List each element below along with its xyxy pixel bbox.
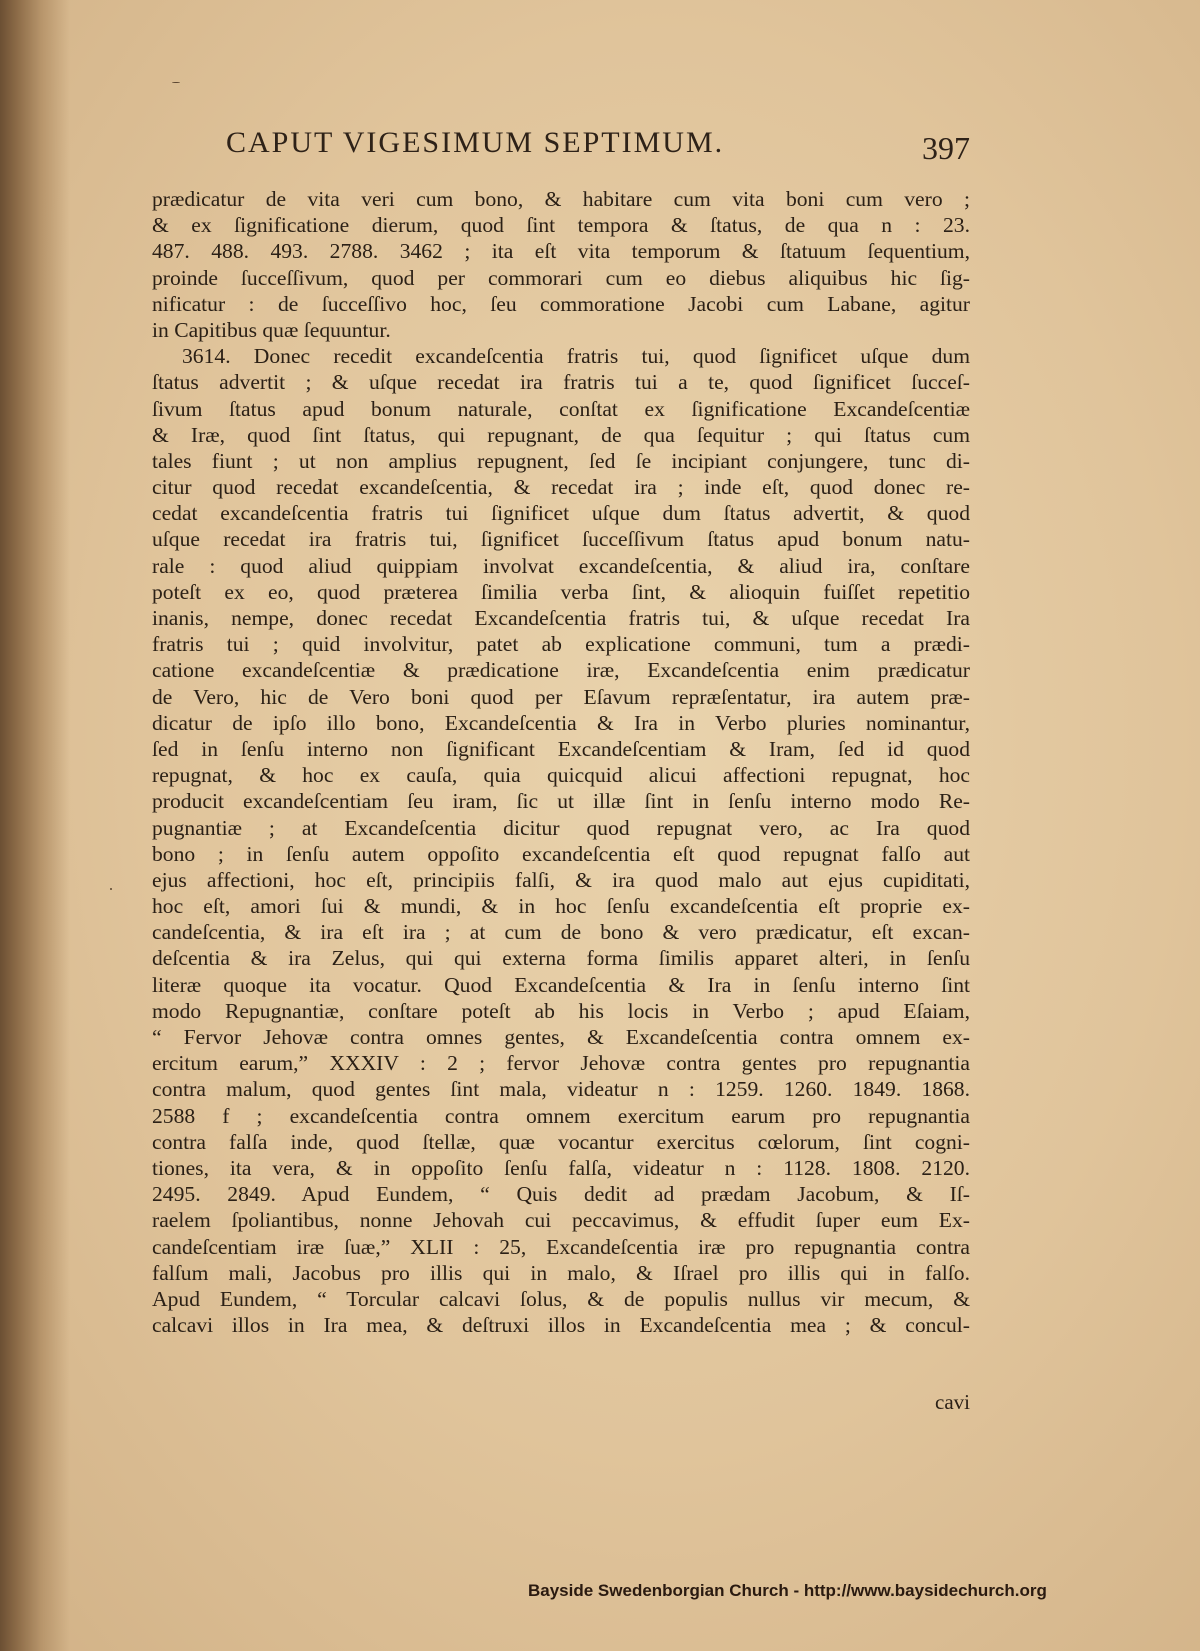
text-line: cedat excandeſcentia fratris tui ſignificet uſque dum ſtatus advertit, & quod [152, 501, 970, 526]
text-line: de Vero, hic de Vero boni quod per Eſavum repræſentatur, ira autem præ- [152, 684, 970, 709]
text-line: citur quod recedat excandeſcentia, & recedat ira ; inde eſt, quod donec re- [152, 475, 970, 500]
text-line: producit excandeſcentiam ſeu iram, ſic ut illæ ſint in ſenſu interno modo Re- [152, 789, 970, 814]
text-line: & Iræ, quod ſint ſtatus, qui repugnant, de qua ſequitur ; qui ſtatus cum [152, 422, 970, 447]
text-line: in Capitibus quæ ſequuntur. [152, 317, 391, 342]
text-line: rale : quod aliud quippiam involvat excandeſcentia, & aliud ira, conſtare [152, 553, 970, 578]
text-line: nificatur : de ſucceſſivo hoc, ſeu commoratione Jacobi cum Labane, agitur [152, 291, 970, 316]
text-line: candeſcentiam iræ ſuæ,” XLII : 25, Excandeſcentia iræ pro repugnantia contra [152, 1234, 970, 1259]
paper-mark [172, 82, 180, 83]
text-line: modo Repugnantiæ, conſtare poteſt ab his locis in Verbo ; apud Eſaiam, [152, 998, 970, 1023]
text-line: tiones, ita vera, & in oppoſito ſenſu falſa, videatur n : 1128. 1808. 2120. [152, 1155, 970, 1180]
text-line: tales fiunt ; ut non amplius repugnent, ſed ſe incipiant conjungere, tunc di- [152, 448, 970, 473]
text-line: 487. 488. 493. 2788. 3462 ; ita eſt vita temporum & ſtatuum ſequentium, [152, 239, 970, 264]
text-line: ejus affectioni, hoc eſt, principiis falſi, & ira quod malo aut ejus cupiditati, [152, 867, 970, 892]
text-line: “ Fervor Jehovæ contra omnes gentes, & Excandeſcentia contra omnem ex- [152, 1025, 970, 1049]
text-line: hoc eſt, amori ſui & mundi, & in hoc ſenſu excandeſcentia eſt proprie ex- [152, 894, 970, 919]
page-number: 397 [922, 130, 970, 166]
text-line: fratris tui ; quid involvitur, patet ab explicatione communi, tum a prædi- [152, 632, 970, 657]
paper-speck [110, 888, 112, 890]
text-line: deſcentia & ira Zelus, qui qui externa forma ſimilis apparet alteri, in ſenſu [152, 946, 970, 971]
text-line: contra malum, quod gentes ſint mala, videatur n : 1259. 1260. 1849. 1868. [152, 1077, 970, 1102]
text-line: dicatur de ipſo illo bono, Excandeſcentia & Ira in Verbo pluries nominantur, [152, 710, 970, 735]
text-line: poteſt ex eo, quod præterea ſimilia verba ſint, & alioquin fuiſſet repetitio [152, 579, 970, 604]
text-line: ſivum ſtatus apud bonum naturale, conſtat ex ſignificatione Excandeſcentiæ [152, 396, 970, 421]
text-line: prædicatur de vita veri cum bono, & habitare cum vita boni cum vero ; [152, 187, 970, 211]
text-line: proinde ſucceſſivum, quod per commorari cum eo diebus aliquibus hic ſig- [152, 265, 970, 290]
text-line: 2495. 2849. Apud Eundem, “ Quis dedit ad prædam Jacobum, & Iſ- [152, 1182, 970, 1207]
catchword: cavi [935, 1390, 970, 1414]
text-line: falſum mali, Jacobus pro illis qui in malo, & Iſrael pro illis qui in falſo. [152, 1260, 970, 1285]
text-line: calcavi illos in Ira mea, & deſtruxi illos in Excandeſcentia mea ; & concul- [152, 1313, 970, 1338]
text-line: Apud Eundem, “ Torcular calcavi ſolus, & de populis nullus vir mecum, & [152, 1286, 970, 1311]
text-line: catione excandeſcentiæ & prædicatione iræ, Excandeſcentia enim prædicatur [152, 658, 970, 683]
text-line: literæ quoque ita vocatur. Quod Excandeſcentia & Ira in ſenſu interno ſint [152, 972, 970, 997]
text-line: candeſcentia, & ira eſt ira ; at cum de bono & vero prædicatur, eſt excan- [152, 920, 970, 945]
text-line: raelem ſpoliantibus, nonne Jehovah cui peccavimus, & effudit ſuper eum Ex- [152, 1208, 970, 1233]
running-title: CAPUT VIGESIMUM SEPTIMUM. [226, 126, 725, 159]
page-header [226, 126, 970, 178]
binding-gutter-shadow [0, 0, 70, 1651]
text-line: inanis, nempe, donec recedat Excandeſcentia fratris tui, & uſque recedat Ira [152, 606, 970, 630]
text-line: ſtatus advertit ; & uſque recedat ira fratris tui a te, quod ſignificet ſucceſ- [152, 370, 970, 395]
paragraph-start-3614: 3614. Donec recedit excandeſcentia fratris tui, quod ſignificet uſque dum [182, 344, 970, 369]
text-line: & ex ſignificatione dierum, quod ſint tempora & ſtatus, de qua n : 23. [152, 213, 970, 238]
text-line: repugnat, & hoc ex cauſa, quia quicquid alicui affectioni repugnat, hoc [152, 763, 970, 788]
footer-credit: Bayside Swedenborgian Church - http://www.baysidechurch.org [528, 1581, 1047, 1600]
text-line: contra falſa inde, quod ſtellæ, quæ vocantur exercitus cœlorum, ſint cogni- [152, 1129, 970, 1154]
text-line: ſed in ſenſu interno non ſignificant Excandeſcentiam & Iram, ſed id quod [152, 736, 970, 761]
text-line: ercitum earum,” XXXIV : 2 ; fervor Jehovæ contra gentes pro repugnantia [152, 1051, 970, 1076]
text-line: bono ; in ſenſu autem oppoſito excandeſcentia eſt quod repugnat falſo aut [152, 841, 970, 866]
text-line: pugnantiæ ; at Excandeſcentia dicitur quod repugnat vero, ac Ira quod [152, 815, 970, 840]
text-line: 2588 f ; excandeſcentia contra omnem exercitum earum pro repugnantia [152, 1103, 970, 1128]
text-line: uſque recedat ira fratris tui, ſignificet ſucceſſivum ſtatus apud bonum natu- [152, 527, 970, 552]
body-text [152, 186, 970, 1338]
